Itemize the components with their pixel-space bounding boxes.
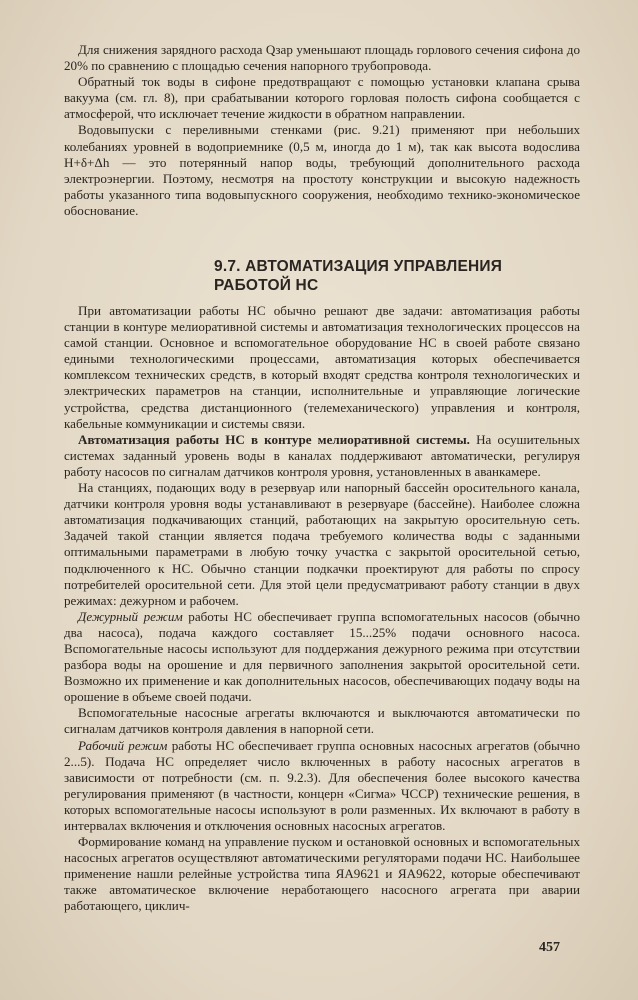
section-heading-line-2: РАБОТОЙ НС bbox=[214, 277, 319, 294]
intro-text-block bbox=[64, 42, 580, 219]
paragraph: Обратный ток воды в сифоне предотвращают с помощью установки клапана срыва вакуума (см. гл. 8), при срабатывании которого горловая полость сифона сообщается с атмосферой, что исключает течение жидкости в обратном направлении. bbox=[64, 74, 580, 122]
page-number: 457 bbox=[539, 940, 560, 955]
paragraph-text: На осушительных системах заданный уровень воды в каналах поддерживают автоматически, регулируя работу насосов по сигналам датчиков контроля уровня, установленных в аванкамере. bbox=[64, 431, 580, 479]
paragraph bbox=[64, 609, 580, 706]
paragraph: На станциях, подающих воду в резервуар или напорный бассейн оросительного канала, датчики контроля уровня воды устанавливают в резервуаре (бассейне). Наиболее сложна автоматизация подкачивающих станций, работающих на закрытую оросительную сеть. Задачей такой станции является подача требуемого количества воды с заданными оптимальными параметрами в любую точку участка с закрытой оросительной сетью, подключенного к НС. Обычно станции подкачки проектируют для работы по спросу потребителей оросительной сети. Для этой цели предусматривают работу станции в двух режимах: дежурном и рабочем. bbox=[64, 480, 580, 608]
italic-term: Дежурный режим bbox=[78, 608, 183, 624]
paragraph-text: работы НС обеспечивает группа вспомогательных насосов (обычно два насоса), подача каждого составляет 15...25% подачи основного насоса. Вспомогательные насосы используют для поддержания дежурного режима при отсутствии разбора воды на орошение и для первичного заполнения закрытой оросительной сети. Возможно их применение и как дополнительных насосов, обеспечивающих подачу воды на орошение в объеме своей подачи. bbox=[64, 608, 580, 705]
paragraph: Формирование команд на управление пуском и остановкой основных и вспомогательных насосных агрегатов осуществляют автоматическими регуляторами подачи НС. Наибольшее применение нашли релейные устройства типа ЯА9621 и ЯА9622, которые обеспечивают также автоматическое включение неработающего насосного агрегата при аварии работающего, циклич- bbox=[64, 834, 580, 914]
paragraph bbox=[64, 738, 580, 835]
paragraph bbox=[64, 432, 580, 480]
italic-term: Рабочий режим bbox=[78, 737, 168, 753]
paragraph: Для снижения зарядного расхода Qзар уменьшают площадь горлового сечения сифона до 20% по сравнению с площадью сечения напорного трубопровода. bbox=[64, 42, 580, 74]
paragraph-text: работы НС обеспечивает группа основных насосных агрегатов (обычно 2...5). Подача НС определяет число включенных в работу насосных агрегатов в зависимости от потребности (см. п. 9.2.3). Для обеспечения более высокого качества регулирования применяют (в частности, концерн «Сигма» ЧССР) технические решения, в которых вспомогательные насосы используют в роли разменных. Их включают в работу в интервалах включения и отключения основных насосных агрегатов. bbox=[64, 737, 580, 833]
section-heading bbox=[214, 257, 544, 295]
run-in-heading: Автоматизация работы НС в контуре мелиоративной системы. bbox=[78, 431, 470, 447]
paragraph: Вспомогательные насосные агрегаты включаются и выключаются автоматически по сигналам датчиков контроля давления в напорной сети. bbox=[64, 705, 580, 737]
section-heading-line-1: 9.7. АВТОМАТИЗАЦИЯ УПРАВЛЕНИЯ bbox=[214, 258, 503, 275]
paragraph: При автоматизации работы НС обычно решают две задачи: автоматизация работы станции в контуре мелиоративной системы и автоматизация технологических процессов на самой станции. Основное и вспомогательное оборудование НС в своей работе связано едиными технологическими процессами, автоматизация которых обеспечивается комплексом технических средств, в который входят средства контроля технологических и электрических параметров на станции, исполнительные и управляющие логические устройства, средства дистанционного (телемеханического) управления и контроля, кабельные коммуникации и системы связи. bbox=[64, 303, 580, 431]
paragraph: Водовыпуски с переливными стенками (рис. 9.21) применяют при небольших колебаниях уровней в водоприемнике (0,5 м, иногда до 1 м), так как высота водослива H+δ+Δh — это потерянный напор воды, требующий дополнительного расхода электроэнергии. Поэтому, несмотря на простоту конструкции и высокую надежность работы указанного типа водовыпускного сооружения, необходимо технико-экономическое обоснование. bbox=[64, 122, 580, 218]
section-text-block bbox=[64, 303, 580, 915]
